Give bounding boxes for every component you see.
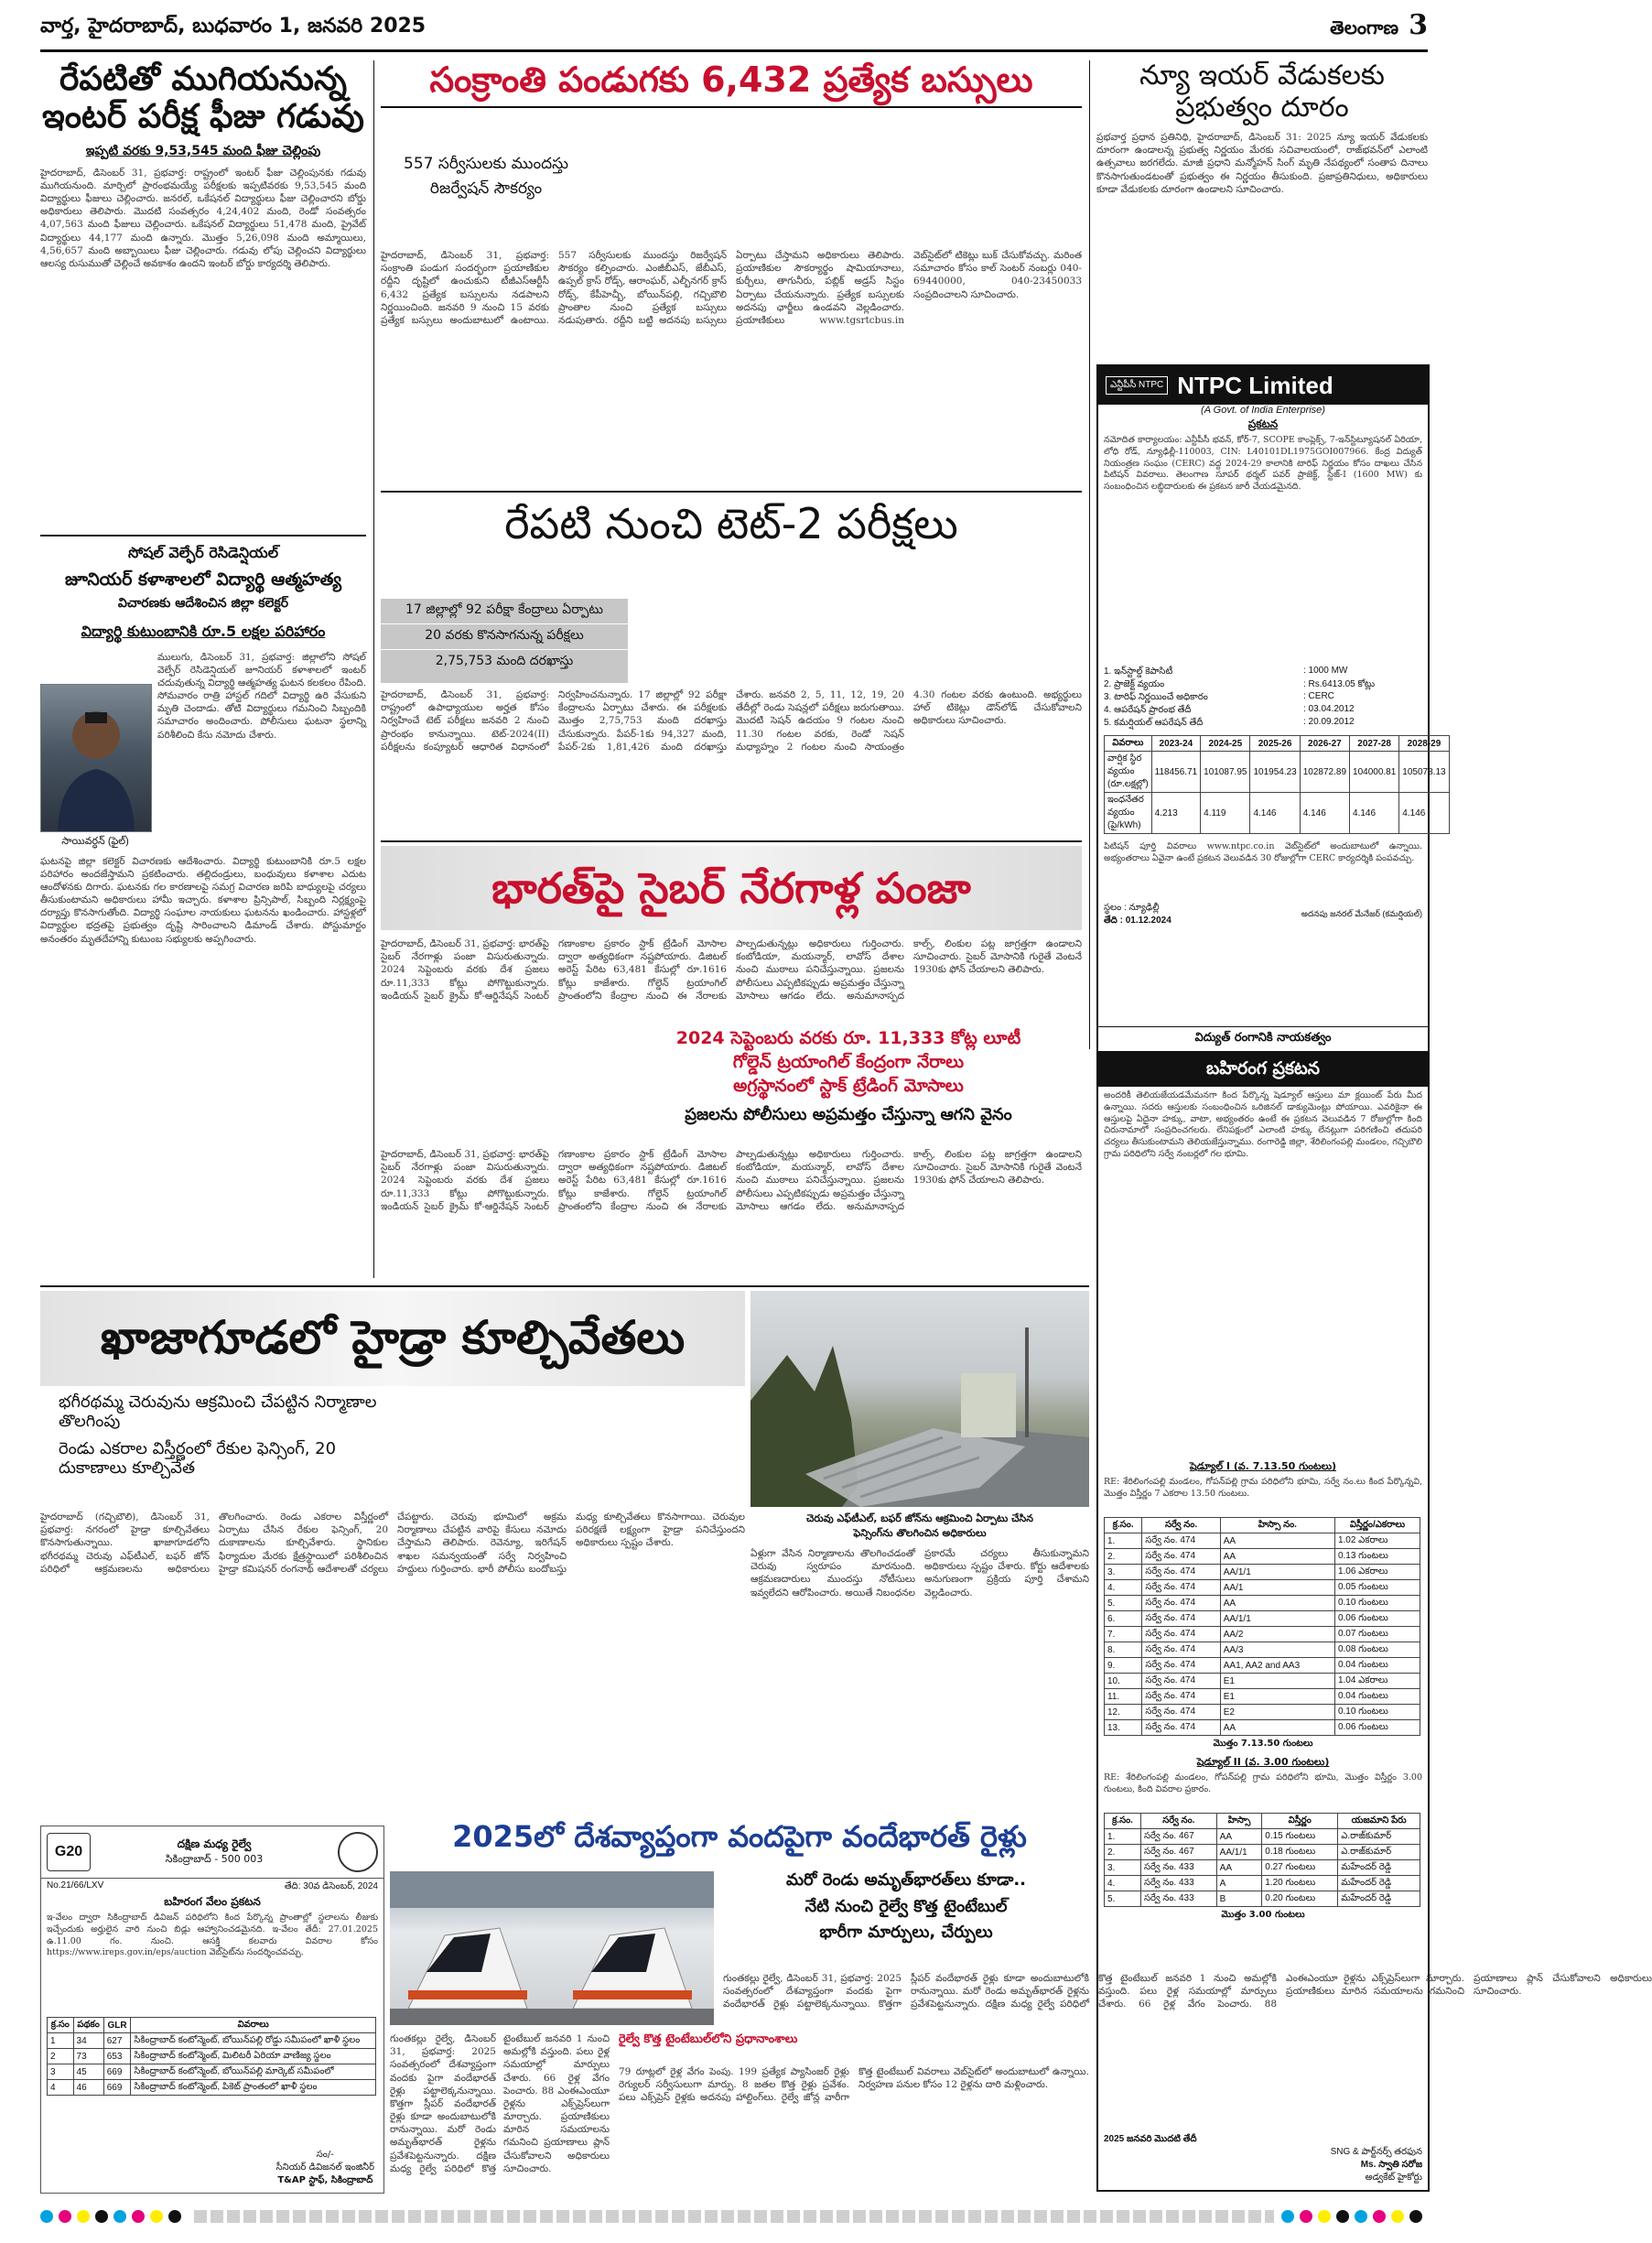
table-cell: AA [1220, 1549, 1334, 1565]
schedule1-row [1105, 1674, 1420, 1689]
masthead-rule [40, 49, 1428, 52]
table-cell: 3 [48, 2064, 74, 2080]
ntpc-tariff-table [1104, 735, 1450, 834]
tender-row [48, 2033, 376, 2049]
schedule2-title: షెడ్యూల్ II (వ. 3.00 గుంటలు) [1196, 1756, 1330, 1768]
suicide-headline: జూనియర్ కళాశాలలో విద్యార్థి ఆత్మహత్య [64, 569, 342, 590]
col1-divider [373, 60, 374, 1278]
table-cell: 13. [1105, 1720, 1142, 1736]
table-cell: సర్వే నం. 474 [1142, 1689, 1220, 1705]
table-cell: 0.13 గుంటలు [1334, 1549, 1420, 1565]
table-header-cell: 2023-24 [1151, 736, 1201, 752]
table-cell: సర్వే నం. 474 [1142, 1549, 1220, 1565]
table-cell: 1.06 ఎకరాలు [1334, 1565, 1420, 1580]
table-cell: AA/1/1 [1220, 1611, 1334, 1627]
public-notice-sign3: అడ్వకేట్ హైకోర్టు [1365, 2173, 1422, 2183]
schedule1-row [1105, 1705, 1420, 1720]
page-number: 3 [1409, 9, 1428, 41]
schedule1-row [1105, 1580, 1420, 1596]
vande-body: గుంతకల్లు రైల్వే, డిసెంబర్ 31, ప్రభవార్త: 2025 సంవత్సరంలో దేశవ్యాప్తంగా వందకు పైగా వందేభారత్ రైళ్లు పట్టాలెక్కనున్నాయి. కొత్తగా స్లీపర్ వందేభారత్ రైళ్లు కూడా అందుబాటులోకి రానున్నాయి. మరో రెండు అమృత్‌భారత్ రైళ్లను ప్రవేశపెట్టనున్నారు. దక్షిణ మధ్య రైల్వే పరిధిలో కొత్త టైంటేబుల్ జనవరి 1 నుంచి అమల్లోకి వస్తుంది. పలు రైళ్ల సమయాల్లో మార్పులు చేశారు. 66 రైళ్ల వేగం పెంచారు. 88 ఎంఈఎంయూ రైళ్లను ఎక్స్‌ప్రెస్‌లుగా మార్చారు. ప్రయాణికులు మారిన సమయాలను గమనించి ప్రయాణాలు ప్లాన్ చేసుకోవాలని అధికారులు సూచించారు. [723, 1973, 1652, 2010]
vande-sub1: మరో రెండు అమృత్‌భారత్‌లు కూడా.. [785, 1870, 1026, 1890]
schedule2-row [1105, 1876, 1420, 1891]
table-cell: 0.27 గుంటలు [1262, 1860, 1338, 1876]
ntpc-spec-label: 1. ఇన్‌స్టాల్డ్ కెపాసిటీ [1104, 666, 1173, 677]
table-cell: సర్వే నం. 467 [1141, 1845, 1217, 1860]
table-cell: 0.05 గుంటలు [1334, 1580, 1420, 1596]
table-cell: 0.07 గుంటలు [1334, 1627, 1420, 1642]
railway-tender-ad [40, 1826, 384, 2194]
table-header-cell: GLR [103, 2018, 131, 2033]
table-header-cell: వివరాలు [131, 2018, 376, 2033]
vande-sub3: భారీగా మార్పులు, చేర్పులు [819, 1923, 993, 1943]
table-cell: 1. [1105, 1829, 1141, 1845]
tender-sign2: సీనియర్ డివిజనల్ ఇంజినీర్ [275, 2162, 374, 2173]
public-notice-sign1: SNG & పార్ట్‌నర్స్ తరఫున [1330, 2147, 1422, 2157]
ntpc-spec-row [1104, 704, 1422, 717]
ntpc-table-row [1105, 793, 1450, 834]
table-cell: సర్వే నం. 433 [1141, 1876, 1217, 1891]
table-cell: 1.20 గుంటలు [1262, 1876, 1338, 1891]
table-cell: 4.146 [1250, 793, 1300, 834]
ntpc-place: స్థలం : న్యూఢిల్లీ [1104, 903, 1160, 913]
table-cell: ఎ.రాజ్‌కుమార్ [1338, 1845, 1420, 1860]
ntpc-spec-label: 5. కమర్షియల్ ఆపరేషన్ తేదీ [1104, 718, 1204, 728]
col-divider-right [1089, 60, 1090, 1049]
tet-box1: 17 జిల్లాల్లో 92 పరీక్షా కేంద్రాలు ఏర్పాటు [381, 599, 628, 624]
table-cell: 9. [1105, 1658, 1142, 1674]
table-cell: వార్షిక స్థిర వ్యయం (రూ.లక్షల్లో) [1105, 752, 1152, 793]
table-cell: AA [1216, 1860, 1262, 1876]
table-cell: 46 [73, 2080, 103, 2096]
table-cell: AA/1/1 [1220, 1565, 1334, 1580]
schedule2-row [1105, 1829, 1420, 1845]
table-cell: AA/1/1 [1216, 1845, 1262, 1860]
sankranti-sub: 557 సర్వీసులకు ముందస్తు రిజర్వేషన్ సౌకర్యం [404, 155, 568, 199]
tender-org2: సికింద్రాబాద్ - 500 003 [165, 1852, 264, 1865]
table-cell: 2. [1105, 1549, 1142, 1565]
ntpc-date: తేది : 01.12.2024 [1104, 916, 1172, 926]
schedule1-total: మొత్తం 7.13.50 గుంటలు [1213, 1739, 1313, 1749]
schedule2-row [1105, 1860, 1420, 1876]
table-cell: మహేందర్ రెడ్డి [1338, 1860, 1420, 1876]
table-cell: సర్వే నం. 474 [1142, 1627, 1220, 1642]
table-cell: 3. [1105, 1860, 1141, 1876]
table-cell: సికింద్రాబాద్ కంటోన్మెంట్, బోయిన్‌పల్లి మార్కెట్ సమీపంలో [131, 2064, 376, 2080]
print-registration-strip [40, 2203, 1428, 2230]
sankranti-story [381, 60, 1082, 489]
vande-sub2: నేటి నుంచి రైల్వే కొత్త టైంటేబుల్ [804, 1896, 1008, 1916]
table-cell: సర్వే నం. 474 [1142, 1533, 1220, 1549]
table-cell: AA1, AA2 and AA3 [1220, 1658, 1334, 1674]
table-cell: 4 [48, 2080, 74, 2096]
table-cell: సర్వే నం. 474 [1142, 1596, 1220, 1611]
ntpc-tagline: విద్యుత్ రంగానికి నాయకత్వం [1098, 1026, 1428, 1051]
ntpc-notice-title: ప్రకటన [1247, 417, 1279, 430]
newyear-body: ప్రభవార్త ప్రధాన ప్రతినిధి, హైదరాబాద్, డిసెంబర్ 31: 2025 న్యూ ఇయర్ వేడుకలకు దూరంగా ఉండాలన్న ప్రభుత్వ నిర్ణయం మేరకు సచివాలయంలో, రాజ్‌భవన్‌లో ఎలాంటి ఉత్సవాలు జరగలేదు. మాజీ ప్రధాని మన్మోహన్ సింగ్ మృతి నేపథ్యంలో సంతాప దినాలు కొనసాగుతుండటంతో ప్రభుత్వం ఈ నిర్ణయం తీసుకుంది. ప్రజాప్రతినిధులు, అధికారులు కూడా వేడుకలకు దూరంగా ఉండాలని సూచించారు. [1096, 132, 1428, 195]
sankranti-headline: సంక్రాంతి పండుగకు 6,432 ప్రత్యేక బస్సులు [381, 60, 1082, 108]
vande-box-head: రైల్వే కొత్త టైంటేబుల్‌లోని ప్రధానాంశాలు [619, 2032, 798, 2046]
table-cell: E1 [1220, 1689, 1334, 1705]
table-cell: 4.146 [1350, 793, 1399, 834]
schedule1-row [1105, 1596, 1420, 1611]
hydraa-body: హైదరాబాద్ (గచ్చిబౌలి), డిసెంబర్ 31, ప్రభవార్త: నగరంలో హైడ్రా కూల్చివేతలు కొనసాగుతున్నాయి. ఖాజాగూడలోని భగీరథమ్మ చెరువు ఎఫ్‌టీఎల్, బఫర్ జోన్ పరిధిలో ఆక్రమణలను అధికారులు తొలగించారు. రెండు ఎకరాల విస్తీర్ణంలో ఏర్పాటు చేసిన రేకుల ఫెన్సింగ్, 20 దుకాణాలను కూల్చివేశారు. స్థానికుల ఫిర్యాదుల మేరకు క్షేత్రస్థాయిలో పరిశీలించిన హైడ్రా కమిషనర్ రంగనాథ్ ఆదేశాలతో చర్యలు చేపట్టారు. చెరువు భూమిలో అక్రమ నిర్మాణాలు చేపట్టిన వారిపై కేసులు నమోదు చేస్తామని తెలిపారు. రెవెన్యూ, ఇరిగేషన్ శాఖల సమన్వయంతో సర్వే నిర్వహించి హద్దులు గుర్తించారు. భారీ పోలీసు బందోబస్తు మధ్య కూల్చివేతలు కొనసాగాయి. చెరువుల పరిరక్షణే లక్ష్యంగా హైడ్రా పనిచేస్తుందని అధికారులు స్పష్టం చేశారు. [40, 1512, 745, 1575]
table-cell: 101087.95 [1201, 752, 1250, 793]
table-cell: 11. [1105, 1689, 1142, 1705]
table-cell: 105078.13 [1399, 752, 1449, 793]
table-header-cell: క్ర.సం. [1105, 1814, 1141, 1829]
table-cell: 45 [73, 2064, 103, 2080]
demolition-photo [750, 1291, 1089, 1507]
ntpc-ad [1096, 364, 1446, 1053]
demolition-caption-2: ఫెన్సింగ్‌ను తొలగించిన అధికారులు [853, 1527, 987, 1539]
table-cell: 5. [1105, 1596, 1142, 1611]
tender-row [48, 2049, 376, 2064]
g20-logo: G20 [47, 1833, 91, 1871]
table-cell: 4. [1105, 1876, 1141, 1891]
schedule1-body: RE: శేరిలింగంపల్లి మండలం, గోపన్‌పల్లి గ్రామ పరిధిలోని భూమి, సర్వే నం.లు కింద పేర్కొన్నవి, మొత్తం విస్తీర్ణం 7 ఎకరాల 13.50 గుంటలు. [1104, 1477, 1422, 1499]
schedule2-table [1104, 1813, 1420, 1907]
table-cell: సికింద్రాబాద్ కంటోన్మెంట్, పికెట్ ప్రాంతంలో ఖాళీ స్థలం [131, 2080, 376, 2096]
schedule1-title: షెడ్యూల్ I (వ. 7.13.50 గుంటలు) [1189, 1460, 1337, 1472]
table-header-cell: 2024-25 [1201, 736, 1250, 752]
ntpc-spec-value: : 03.04.2012 [1303, 704, 1355, 714]
ntpc-spec-row [1104, 691, 1422, 704]
table-header-cell: 2025-26 [1250, 736, 1300, 752]
table-cell: 2. [1105, 1845, 1141, 1860]
tender-title: బహిరంగ వేలం ప్రకటన [164, 1895, 261, 1908]
table-header-row [1105, 736, 1450, 752]
table-cell: సర్వే నం. 474 [1142, 1705, 1220, 1720]
ntpc-title: NTPC Limited [1177, 371, 1333, 399]
table-cell: సర్వే నం. 474 [1142, 1580, 1220, 1596]
ntpc-logo: ఎన్టీపీసీ NTPC [1106, 376, 1168, 395]
masthead-dateline: వార్త, హైదరాబాద్, బుధవారం 1, జనవరి 2025 [40, 15, 426, 38]
suicide-sub2: విద్యార్థి కుటుంబానికి రూ.5 లక్షల పరిహారం [81, 622, 326, 640]
table-header-cell: హిస్సా నం. [1220, 1518, 1334, 1533]
table-cell: 0.15 గుంటలు [1262, 1829, 1338, 1845]
table-cell: 101954.23 [1250, 752, 1300, 793]
ntpc-sign: అదనపు జనరల్ మేనేజర్ (కమర్షియల్) [1301, 909, 1422, 918]
inter-fee-sub: ఇప్పటి వరకు 9,53,545 మంది ఫీజు చెల్లింపు [85, 143, 321, 158]
cyber-sub3: అగ్రస్థానంలో స్టాక్ ట్రేడింగ్ మోసాలు [733, 1075, 964, 1096]
table-cell: 1. [1105, 1533, 1142, 1549]
ntpc-spec-label: 3. టారిఫ్ నిర్ణయించే అధికారం [1104, 692, 1208, 702]
hydraa-rule [40, 1285, 1089, 1287]
hydraa-headline: ఖాజాగూడలో హైడ్రా కూల్చివేతలు [100, 1311, 686, 1365]
hydraa-story [40, 1291, 1089, 1813]
inter-fee-story [40, 60, 366, 1282]
ntpc-spec-row [1104, 717, 1422, 730]
table-header-cell: వివరాలు [1105, 736, 1152, 752]
hydraa-sub1: భగీరథమ్మ చెరువును ఆక్రమించి చేపట్టిన నిర్మాణాల తొలగింపు [59, 1392, 377, 1431]
table-header-cell: 2028-29 [1399, 736, 1449, 752]
tender-no: No.21/66/LXV [47, 1880, 104, 1891]
hydraa-headline-band [40, 1291, 745, 1386]
table-cell: ఎ.రాజ్‌కుమార్ [1338, 1829, 1420, 1845]
table-header-cell: 2026-27 [1300, 736, 1349, 752]
table-header-cell: విస్తీర్ణం/ఎకరాలు [1334, 1518, 1420, 1533]
table-cell: AA/1 [1220, 1580, 1334, 1596]
table-cell: 0.08 గుంటలు [1334, 1642, 1420, 1658]
table-cell: 104000.81 [1350, 752, 1399, 793]
vande-train-photo [390, 1871, 714, 2025]
inter-fee-body: హైదరాబాద్, డిసెంబర్ 31, ప్రభవార్త: రాష్ట్రంలో ఇంటర్ ఫీజు చెల్లింపునకు గడువు ముగియనుంది. మార్చిలో ప్రారంభమయ్యే పరీక్షలకు ఇప్పటివరకు 9,53,545 మంది విద్యార్థులు ఫీజులు చెల్లించారు. జనరల్, ఒకేషనల్ విద్యార్థులు ఫీజు చెల్లించారని బోర్డు అధికారులు తెలిపారు. మొదటి సంవత్సరం 4,24,402 మంది, రెండో సంవత్సరం 4,07,563 మంది ఫీజులు చెల్లించారు. ఒకేషనల్ విద్యార్థులు 51,478 మంది, ప్రైవేట్ విద్యార్థులు 44,177 మంది ఉన్నారు. మొత్తం 5,26,098 మంది అమ్మాయిలు, 4,56,657 మంది అబ్బాయిలు ఫీజు చెల్లించారు. గడువు లోపు చెల్లించని విద్యార్థులు ఆలస్య రుసుముతో చెల్లించే అవకాశం ఉందని ఇంటర్ బోర్డు కార్యదర్శి తెలిపారు. [40, 167, 366, 269]
table-cell: సర్వే నం. 474 [1142, 1720, 1220, 1736]
tet-rule [381, 491, 1082, 493]
railway-emblem-icon [338, 1832, 378, 1872]
table-cell: 3. [1105, 1565, 1142, 1580]
schedule1-row [1105, 1549, 1420, 1565]
table-cell: 0.06 గుంటలు [1334, 1720, 1420, 1736]
table-header-row [48, 2018, 376, 2033]
student-photo-caption: సాయివర్ధన్ (ఫైల్) [61, 835, 129, 847]
schedule1-row [1105, 1689, 1420, 1705]
ntpc-spec-value: : 20.09.2012 [1303, 717, 1355, 727]
cyber-headline-band [381, 846, 1082, 930]
table-cell: AA [1220, 1533, 1334, 1549]
table-cell: 0.10 గుంటలు [1334, 1596, 1420, 1611]
tender-sign1: సం/- [316, 2150, 334, 2160]
student-photo [40, 684, 152, 832]
table-header-row [1105, 1518, 1420, 1533]
table-cell: E1 [1220, 1674, 1334, 1689]
cyber-story [381, 846, 1082, 1282]
table-cell: 0.20 గుంటలు [1262, 1891, 1338, 1907]
tender-date: తేది: 30వ డిసెంబర్, 2024 [284, 1881, 378, 1891]
table-cell: 4.119 [1201, 793, 1250, 834]
table-cell: 1 [48, 2033, 74, 2049]
public-notice-date: 2025 జనవరి మొదటి తేదీ [1104, 2134, 1197, 2144]
tender-row [48, 2064, 376, 2080]
vande-box-body: 79 రూట్లలో రైళ్ల వేగం పెంపు. 199 ప్రత్యేక ప్యాసింజర్ రైళ్లు రెగ్యులర్ సర్వీసులుగా మార్పు. 8 జతల కొత్త రైళ్లు ప్రవేశం. పలు ఎక్స్‌ప్రెస్ రైళ్లకు అదనపు హాల్టింగ్‌లు. రైల్వే జోన్ల వారీగా కొత్త టైంటేబుల్ వివరాలు వెబ్‌సైట్‌లో అందుబాటులో ఉన్నాయి. నిర్వహణ పనుల కోసం 12 రైళ్లను దారి మళ్లించారు. [619, 2066, 1089, 2104]
schedule2-body: RE: శేరిలింగంపల్లి మండలం, గోపన్‌పల్లి గ్రామ పరిధిలోని భూమి, మొత్తం విస్తీర్ణం 3.00 గుంటలు, కింది వివరాల ప్రకారం. [1104, 1772, 1422, 1794]
sankranti-body: హైదరాబాద్, డిసెంబర్ 31, ప్రభవార్త: సంక్రాంతి పండుగ సందర్భంగా ప్రయాణికుల రద్దీని దృష్టిలో ఉంచుకుని టీజీఎస్ఆర్టీసీ 6,432 ప్రత్యేక బస్సులను నడపాలని నిర్ణయించింది. జనవరి 9 నుంచి 15 వరకు ప్రత్యేక బస్సులు అందుబాటులో ఉంటాయి. 557 సర్వీసులకు ముందస్తు రిజర్వేషన్ సౌకర్యం కల్పించారు. ఎంజీబీఎస్, జేబీఎస్, ఉప్పల్ క్రాస్ రోడ్స్, ఆరాంఘర్, ఎల్బీనగర్ క్రాస్ రోడ్స్, కేపీహెచ్బీ, బోయిన్‌పల్లి, గచ్చిబౌలి ప్రాంతాల నుంచి ప్రత్యేక బస్సులు నడుపుతారు. రద్దీని బట్టి అదనపు బస్సులు ఏర్పాటు చేస్తామని అధికారులు తెలిపారు. ప్రయాణికుల సౌకర్యార్థం షామియానాలు, కుర్చీలు, తాగునీరు, పబ్లిక్ అడ్రస్ సిస్టం ఏర్పాటు చేయనున్నారు. ప్రత్యేక బస్సులకు అదనపు ఛార్జీలు ఉండవని వెల్లడించారు. ప్రయాణికులు www.tgsrtcbus.in వెబ్‌సైట్‌లో టికెట్లు బుక్ చేసుకోవచ్చు. మరింత సమాచారం కోసం కాల్ సెంటర్ నంబర్లు 040-69440000, 040-23450033 సంప్రదించాలని సూచించారు. [381, 250, 1082, 326]
table-header-cell: సర్వే నం. [1141, 1814, 1217, 1829]
table-cell: సర్వే నం. 474 [1142, 1658, 1220, 1674]
table-cell: 4.213 [1151, 793, 1201, 834]
newyear-story [1096, 60, 1428, 363]
table-cell: 6. [1105, 1611, 1142, 1627]
schedule1-row [1105, 1565, 1420, 1580]
public-notice-sign2: Ms. స్వాతి సరోజ [1360, 2160, 1422, 2170]
suicide-body-a: ములుగు, డిసెంబర్ 31, ప్రభవార్త: జిల్లాలోని సోషల్ వెల్ఫేర్ రెసిడెన్షియల్ జూనియర్ కళాశాలలో ఇంటర్ చదువుతున్న విద్యార్థి ఆత్మహత్య ఘటన కలకలం రేపింది. సోమవారం రాత్రి హాస్టల్ గదిలో విద్యార్థి ఉరి వేసుకుని మృతి చెందాడు. తోటి విద్యార్థులు గమనించి సిబ్బందికి సమాచారం అందించారు. పోలీసులు ఘటనా స్థలాన్ని పరిశీలించి కేసు నమోదు చేశారు. [157, 651, 366, 741]
table-cell: 5. [1105, 1891, 1141, 1907]
newyear-headline: న్యూ ఇయర్ వేడుకలకు ప్రభుత్వం దూరం [1139, 60, 1385, 124]
ntpc-rows [1098, 666, 1428, 730]
table-cell: 0.04 గుంటలు [1334, 1658, 1420, 1674]
ntpc-subtitle: (A Govt. of India Enterprise) [1201, 405, 1325, 416]
vande-body-2: గుంతకల్లు రైల్వే, డిసెంబర్ 31, ప్రభవార్త: 2025 సంవత్సరంలో దేశవ్యాప్తంగా వందకు పైగా వందేభారత్ రైళ్లు పట్టాలెక్కనున్నాయి. కొత్తగా స్లీపర్ వందేభారత్ రైళ్లు కూడా అందుబాటులోకి రానున్నాయి. మరో రెండు అమృత్‌భారత్ రైళ్లను ప్రవేశపెట్టనున్నారు. దక్షిణ మధ్య రైల్వే పరిధిలో కొత్త టైంటేబుల్ జనవరి 1 నుంచి అమల్లోకి వస్తుంది. పలు రైళ్ల సమయాల్లో మార్పులు చేశారు. 66 రైళ్ల వేగం పెంచారు. 88 ఎంఈఎంయూ రైళ్లను ఎక్స్‌ప్రెస్‌లుగా మార్చారు. ప్రయాణికులు మారిన సమయాలను గమనించి ప్రయాణాలు ప్లాన్ చేసుకోవాలని అధికారులు సూచించారు. [390, 2033, 610, 2174]
schedule1-row [1105, 1720, 1420, 1736]
table-cell: సికింద్రాబాద్ కంటోన్మెంట్, బోయిన్‌పల్లి రోడ్డు సమీపంలో ఖాళీ స్థలం [131, 2033, 376, 2049]
table-cell: AA [1220, 1720, 1334, 1736]
table-header-cell: విస్తీర్ణం [1262, 1814, 1338, 1829]
cyber-body: హైదరాబాద్, డిసెంబర్ 31, ప్రభవార్త: భారత్‌పై సైబర్ నేరగాళ్లు పంజా విసురుతున్నారు. 2024 సెప్టెంబరు వరకు దేశ ప్రజలు రూ.11,333 కోట్లు పోగొట్టుకున్నారు. ఇండియన్ సైబర్ క్రైమ్ కో-ఆర్డినేషన్ సెంటర్ గణాంకాల ప్రకారం స్టాక్ ట్రేడింగ్ మోసాల ద్వారా అత్యధికంగా నష్టపోయారు. డిజిటల్ అరెస్ట్ పేరిట 63,481 కేసుల్లో రూ.1616 కోట్లు కాజేశారు. గోల్డెన్ ట్రయాంగిల్ ప్రాంతంలోని కేంద్రాల నుంచి ఈ నేరాలకు పాల్పడుతున్నట్లు అధికారులు గుర్తించారు. కంబోడియా, మయన్మార్, లావోస్ దేశాల నుంచి ముఠాలు పనిచేస్తున్నాయి. ప్రజలను పోలీసులు ఎప్పటికప్పుడు అప్రమత్తం చేస్తున్నా మోసాలు ఆగడం లేదు. అనుమానాస్పద కాల్స్, లింకుల పట్ల జాగ్రత్తగా ఉండాలని సూచించారు. సైబర్ మోసానికి గురైతే వెంటనే 1930కు ఫోన్ చేయాలని తెలిపారు. [381, 938, 1082, 1002]
cyber-body-2: హైదరాబాద్, డిసెంబర్ 31, ప్రభవార్త: భారత్‌పై సైబర్ నేరగాళ్లు పంజా విసురుతున్నారు. 2024 సెప్టెంబరు వరకు దేశ ప్రజలు రూ.11,333 కోట్లు పోగొట్టుకున్నారు. ఇండియన్ సైబర్ క్రైమ్ కో-ఆర్డినేషన్ సెంటర్ గణాంకాల ప్రకారం స్టాక్ ట్రేడింగ్ మోసాల ద్వారా అత్యధికంగా నష్టపోయారు. డిజిటల్ అరెస్ట్ పేరిట 63,481 కేసుల్లో రూ.1616 కోట్లు కాజేశారు. గోల్డెన్ ట్రయాంగిల్ ప్రాంతంలోని కేంద్రాల నుంచి ఈ నేరాలకు పాల్పడుతున్నట్లు అధికారులు గుర్తించారు. కంబోడియా, మయన్మార్, లావోస్ దేశాల నుంచి ముఠాలు పనిచేస్తున్నాయి. ప్రజలను పోలీసులు ఎప్పటికప్పుడు అప్రమత్తం చేస్తున్నా మోసాలు ఆగడం లేదు. అనుమానాస్పద కాల్స్, లింకుల పట్ల జాగ్రత్తగా ఉండాలని సూచించారు. సైబర్ మోసానికి గురైతే వెంటనే 1930కు ఫోన్ చేయాలని తెలిపారు. [381, 1149, 1082, 1212]
masthead-section: తెలంగాణ [1330, 16, 1398, 38]
tet-box2: 20 వరకు కొనసాగనున్న పరీక్షలు [381, 624, 628, 650]
schedule1-row [1105, 1627, 1420, 1642]
table-cell: ఇంధనేతర వ్యయం (పై/kWh) [1105, 793, 1152, 834]
table-cell: 34 [73, 2033, 103, 2049]
cyber-headline: భారత్‌పై సైబర్ నేరగాళ్ల పంజా [491, 862, 971, 913]
table-header-cell: పథకం [73, 2018, 103, 2033]
table-cell: 0.18 గుంటలు [1262, 1845, 1338, 1860]
public-notice-title: బహిరంగ ప్రకటన [1098, 1055, 1428, 1087]
ntpc-table-row [1105, 752, 1450, 793]
table-cell: AA/3 [1220, 1642, 1334, 1658]
table-cell: AA [1220, 1596, 1334, 1611]
table-cell: సర్వే నం. 474 [1142, 1565, 1220, 1580]
schedule2-total: మొత్తం 3.00 గుంటలు [1221, 1910, 1305, 1920]
table-cell: E2 [1220, 1705, 1334, 1720]
schedule1-table [1104, 1517, 1420, 1736]
suicide-kicker: సోషల్ వెల్ఫేర్ రెసిడెన్షియల్ [127, 543, 279, 561]
table-cell: సికింద్రాబాద్ కంటోన్మెంట్, మిలిటరీ ఏరియా వాణిజ్య స్థలం [131, 2049, 376, 2064]
table-cell: 12. [1105, 1705, 1142, 1720]
tet-highlight-box [381, 599, 628, 683]
schedule1-row [1105, 1611, 1420, 1627]
tet-story [381, 500, 1082, 839]
table-cell: 669 [103, 2064, 131, 2080]
hydraa-sub2: రెండు ఎకరాల విస్తీర్ణంలో రేకుల ఫెన్సింగ్, 20 దుకాణాలు కూల్చివేత [59, 1439, 337, 1479]
suicide-sub: విచారణకు ఆదేశించిన జిల్లా కలెక్టర్ [117, 595, 289, 611]
ntpc-spec-label: 2. ప్రాజెక్ట్ వ్యయం [1104, 679, 1165, 689]
table-cell: 10. [1105, 1674, 1142, 1689]
schedule2-row [1105, 1891, 1420, 1907]
table-cell: 102872.89 [1300, 752, 1349, 793]
tender-body: ఇ-వేలం ద్వారా సికింద్రాబాద్ డివిజన్ పరిధిలోని కింద పేర్కొన్న ప్రాంతాల్లో స్థలాలను లీజుకు ఇచ్చేందుకు అర్హులైన వారి నుంచి బిడ్లు ఆహ్వానించడమైనది. ఇ-వేలం తేదీ: 27.01.2025 ఉ.11.00 గం. నుంచి. ఆసక్తి కలవారు వివరాల కోసం https://www.ireps.gov.in/eps/auction వెబ్‌సైట్‌ను సందర్శించవచ్చు. [47, 1913, 378, 1958]
table-cell: 0.04 గుంటలు [1334, 1689, 1420, 1705]
table-cell: 1.04 ఎకరాలు [1334, 1674, 1420, 1689]
ntpc-spec-value: : 1000 MW [1303, 666, 1348, 676]
tender-sign3: T&AP స్టాఫ్, సికింద్రాబాద్ [277, 2175, 373, 2185]
table-cell: సర్వే నం. 474 [1142, 1674, 1220, 1689]
table-cell: B [1216, 1891, 1262, 1907]
table-header-cell: హిస్సా [1216, 1814, 1262, 1829]
table-cell: 4.146 [1399, 793, 1449, 834]
table-header-cell: యజమాని పేరు [1338, 1814, 1420, 1829]
tender-org1: దక్షిణ మధ్య రైల్వే [177, 1837, 252, 1850]
table-header-cell: సర్వే నం. [1142, 1518, 1220, 1533]
cyber-sub1: 2024 సెప్టెంబరు వరకు రూ. 11,333 కోట్ల లూటీ [675, 1028, 1021, 1048]
table-cell: 0.10 గుంటలు [1334, 1705, 1420, 1720]
table-cell: AA/2 [1220, 1627, 1334, 1642]
ntpc-spec-row [1104, 678, 1422, 691]
table-cell: 118456.71 [1151, 752, 1201, 793]
suicide-body-b: ఘటనపై జిల్లా కలెక్టర్ విచారణకు ఆదేశించారు. విద్యార్థి కుటుంబానికి రూ.5 లక్షల పరిహారం అందజేస్తామని ప్రకటించారు. తల్లిదండ్రులు, బంధువులు కళాశాల ఎదుట ఆందోళనకు దిగారు. ఘటనకు గల కారణాలపై సమగ్ర విచారణ జరిపి బాధ్యులపై చర్యలు తీసుకుంటామని అధికారులు హామీ ఇచ్చారు. కళాశాల ప్రిన్సిపాల్, సిబ్బంది నిర్లక్ష్యంపై దర్యాప్తు కొనసాగుతోంది. విద్యార్థి సంఘాల నాయకులు ఘటనను ఖండించారు. హాస్టళ్లలో విద్యార్థుల భద్రతపై ప్రభుత్వం దృష్టి సారించాలని డిమాండ్ చేశారు. పోస్టుమార్టం అనంతరం మృతదేహాన్ని కుటుంబ సభ్యులకు అప్పగించారు. [40, 855, 366, 945]
demolition-caption-1: చెరువు ఎఫ్‌టీఎల్, బఫర్ జోన్‌ను ఆక్రమించి ఏర్పాటు చేసిన [806, 1512, 1033, 1524]
schedule1-row [1105, 1658, 1420, 1674]
table-cell: A [1216, 1876, 1262, 1891]
table-header-cell: క్ర.సం. [1105, 1518, 1142, 1533]
table-cell: 7. [1105, 1627, 1142, 1642]
schedule1-row [1105, 1642, 1420, 1658]
schedule2-row [1105, 1845, 1420, 1860]
tender-table [47, 2017, 376, 2096]
table-header-row [1105, 1814, 1420, 1829]
table-cell: 2 [48, 2049, 74, 2064]
masthead [40, 11, 1428, 48]
table-cell: 669 [103, 2080, 131, 2096]
table-cell: 8. [1105, 1642, 1142, 1658]
tet-box3: 2,75,753 మంది దరఖాస్తు [435, 654, 574, 668]
table-cell: 0.06 గుంటలు [1334, 1611, 1420, 1627]
cyber-sub2: గోల్డెన్ ట్రయాంగిల్ కేంద్రంగా నేరాలు [732, 1051, 965, 1072]
public-notice-body: అందరికీ తెలియజేయడమేమనగా కింద పేర్కొన్న షెడ్యూల్ ఆస్తులు మా క్లయింట్ పేరు మీద ఉన్నాయి. సదరు ఆస్తులకు సంబంధించిన ఒరిజినల్ డాక్యుమెంట్లు పోయాయి. ఎవరికైనా ఈ ఆస్తులపై ఏదైనా హక్కు, వాటా, అభ్యంతరం ఉంటే ఈ ప్రకటన వెలువడిన 7 రోజుల్లోగా కింది చిరునామాలో సంప్రదించగలరు. లేనిపక్షంలో ఎలాంటి హక్కు లేనట్లుగా పరిగణించి తదుపరి చర్యలు తీసుకుంటామని తెలియజేస్తున్నాము. రంగారెడ్డి జిల్లా, శేరిలింగంపల్లి మండలం, గచ్చిబౌలి గ్రామ పరిధిలోని సర్వే నంబర్లలో గల భూమి. [1104, 1090, 1422, 1160]
table-cell: సర్వే నం. 474 [1142, 1642, 1220, 1658]
ntpc-body: నమోదిత కార్యాలయం: ఎన్టీపీసీ భవన్, కోర్-7, SCOPE కాంప్లెక్స్, 7-ఇన్‌స్టిట్యూషనల్ ఏరియా, లోధి రోడ్, న్యూఢిల్లీ-110003, CIN: L40101DL1975GOI007966. కేంద్ర విద్యుత్ నియంత్రణ సంఘం (CERC) వద్ద 2024-29 కాలానికి టారిఫ్ నిర్ణయం కోసం దాఖలు చేసిన పిటిషన్ వివరాలు. తెలంగాణ సూపర్ థర్మల్ పవర్ ప్రాజెక్ట్, స్టేజ్-I (1600 MW) కు సంబంధించిన లబ్ధిదారులకు ఈ ప్రకటన జారీ చేయడమైనది. [1104, 435, 1422, 493]
table-cell: మహేందర్ రెడ్డి [1338, 1876, 1420, 1891]
table-cell: సర్వే నం. 467 [1141, 1829, 1217, 1845]
table-cell: మహేందర్ రెడ్డి [1338, 1891, 1420, 1907]
table-cell: 627 [103, 2033, 131, 2049]
table-cell: సర్వే నం. 433 [1141, 1860, 1217, 1876]
hydraa-body-2: ఏళ్లుగా వేసిన నిర్మాణాలను తొలగించడంతో చెరువు స్వరూపం మారనుంది. ఆక్రమణదారులు ముందస్తు నోటీసులు ఇవ్వలేదని ఆరోపించారు. అయితే నిబంధనల ప్రకారమే చర్యలు తీసుకున్నామని అధికారులు స్పష్టం చేశారు. కోర్టు ఆదేశాలకు అనుగుణంగా ప్రక్రియ పూర్తి చేశామని వెల్లడించారు. [750, 1548, 1089, 1598]
table-cell: 653 [103, 2049, 131, 2064]
table-header-cell: 2027-28 [1350, 736, 1399, 752]
inter-fee-headline: రేపటితో ముగియనున్న ఇంటర్ పరీక్ష ఫీజు గడువు [42, 60, 364, 136]
ntpc-spec-value: : CERC [1303, 691, 1334, 701]
table-header-cell: క్ర.సం [48, 2018, 74, 2033]
tet-body: హైదరాబాద్, డిసెంబర్ 31, ప్రభవార్త: రాష్ట్రంలో ఉపాధ్యాయుల అర్హత కోసం నిర్వహించే టెట్ పరీక్షలు జనవరి 2 నుంచి ప్రారంభం కానున్నాయి. టెట్-2024(II) పరీక్షలను కంప్యూటర్ ఆధారిత విధానంలో నిర్వహించనున్నారు. 17 జిల్లాల్లో 92 పరీక్షా కేంద్రాలను ఏర్పాటు చేశారు. ఈ పరీక్షలకు మొత్తం 2,75,753 మంది దరఖాస్తు చేసుకున్నారు. పేపర్-1కు 94,327 మంది, పేపర్-2కు 1,81,426 మంది దరఖాస్తు చేశారు. జనవరి 2, 5, 11, 12, 19, 20 తేదీల్లో రెండు సెషన్లలో పరీక్షలు జరుగుతాయి. మొదటి సెషన్ ఉదయం 9 గంటల నుంచి 11.30 గంటల వరకు, రెండో సెషన్ మధ్యాహ్నం 2 గంటల నుంచి సాయంత్రం 4.30 గంటల వరకు ఉంటుంది. అభ్యర్థులు హాల్ టికెట్లు డౌన్‌లోడ్ చేసుకోవాలని అధికారులు సూచించారు. [381, 689, 1082, 753]
table-cell: 4. [1105, 1580, 1142, 1596]
table-cell: సర్వే నం. 474 [1142, 1611, 1220, 1627]
table-cell: 1.02 ఎకరాలు [1334, 1533, 1420, 1549]
table-cell: 73 [73, 2049, 103, 2064]
ntpc-footer: పిటిషన్ పూర్తి వివరాలు www.ntpc.co.in వెబ్‌సైట్‌లో అందుబాటులో ఉన్నాయి. అభ్యంతరాలు ఏవైనా ఉంటే ప్రకటన వెలువడిన 30 రోజుల్లోగా CERC కార్యదర్శికి పంపవచ్చు. [1104, 841, 1422, 863]
tet-headline: రేపటి నుంచి టెట్-2 పరీక్షలు [504, 499, 958, 548]
schedule1-row [1105, 1533, 1420, 1549]
tender-row [48, 2080, 376, 2096]
ntpc-spec-row [1104, 666, 1422, 678]
ntpc-spec-value: : Rs.6413.05 కోట్లు [1303, 679, 1376, 689]
table-cell: సర్వే నం. 433 [1141, 1891, 1217, 1907]
vande-headline: 2025లో దేశవ్యాప్తంగా వందపైగా వందేభారత్ రైళ్లు [452, 1819, 1027, 1854]
table-cell: AA [1216, 1829, 1262, 1845]
ntpc-spec-label: 4. ఆపరేషన్ ప్రారంభ తేదీ [1104, 705, 1192, 715]
cyber-rule [381, 840, 1082, 842]
table-cell: 4.146 [1300, 793, 1349, 834]
cyber-sub4: ప్రజలను పోలీసులు అప్రమత్తం చేస్తున్నా ఆగని వైనం [685, 1104, 1012, 1124]
